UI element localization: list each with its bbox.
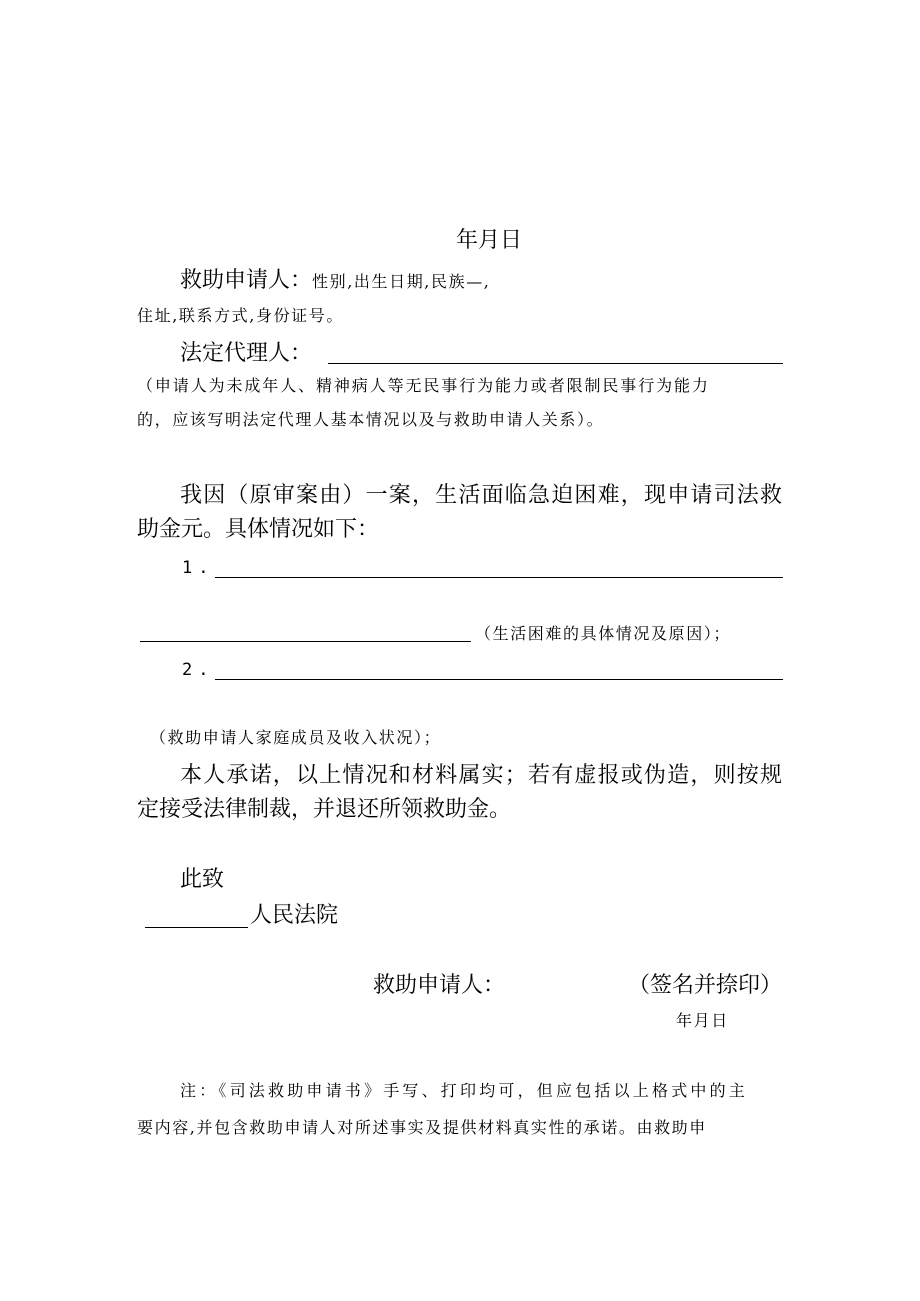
signature-date: 年月日 [676, 1011, 729, 1030]
signature-label: 救助申请人： [373, 973, 506, 998]
item-2-hint: （救助申请人家庭成员及收入状况）； [150, 728, 442, 747]
header-date: 年月日 [456, 228, 523, 253]
item-1-continuation-line [140, 641, 471, 642]
item-2-number: 2. [182, 660, 215, 680]
signature-instruction: （签名并捺印） [628, 973, 783, 998]
item-1-blank-line [215, 577, 783, 578]
pledge-line1: 本人承诺，以上情况和材料属实；若有虚报或伪造，则按规 [180, 763, 784, 788]
pledge-line2: 定接受法律制裁，并退还所领救助金。 [137, 797, 512, 822]
footnote-line2: 要内容,并包含救助申请人对所述事实及提供材料真实性的承诺。由救助申 [137, 1118, 707, 1137]
item-1-number: 1. [182, 558, 215, 578]
legal-rep-blank-line [328, 363, 783, 364]
request-line2: 助金元。具体情况如下： [137, 517, 380, 542]
applicant-details-line2: 住址,联系方式,身份证号。 [137, 306, 344, 325]
item-2-blank-line [215, 679, 783, 680]
applicant-label: 救助申请人： [180, 268, 313, 293]
item-1-hint: （生活困难的具体情况及原因）； [475, 624, 732, 643]
legal-rep-label: 法定代理人： [180, 341, 313, 366]
legal-rep-note-line1: （申请人为未成年人、精神病人等无民事行为能力或者限制民事行为能力 [137, 376, 710, 395]
applicant-line [180, 270, 490, 292]
request-line1: 我因（原审案由）一案，生活面临急迫困难，现申请司法救 [180, 483, 784, 508]
footnote-line1: 注：《司法救助申请书》手写、打印均可，但应包括以上格式中的主 [180, 1081, 749, 1100]
salutation: 此致 [180, 867, 225, 892]
legal-rep-note-line2: 的，应该写明法定代理人基本情况以及与救助申请人关系）。 [137, 410, 605, 429]
court-suffix: 人民法院 [250, 903, 339, 928]
applicant-details-line1: 性别,出生日期,民族—, [312, 272, 491, 291]
court-name-blank-line [145, 927, 248, 928]
